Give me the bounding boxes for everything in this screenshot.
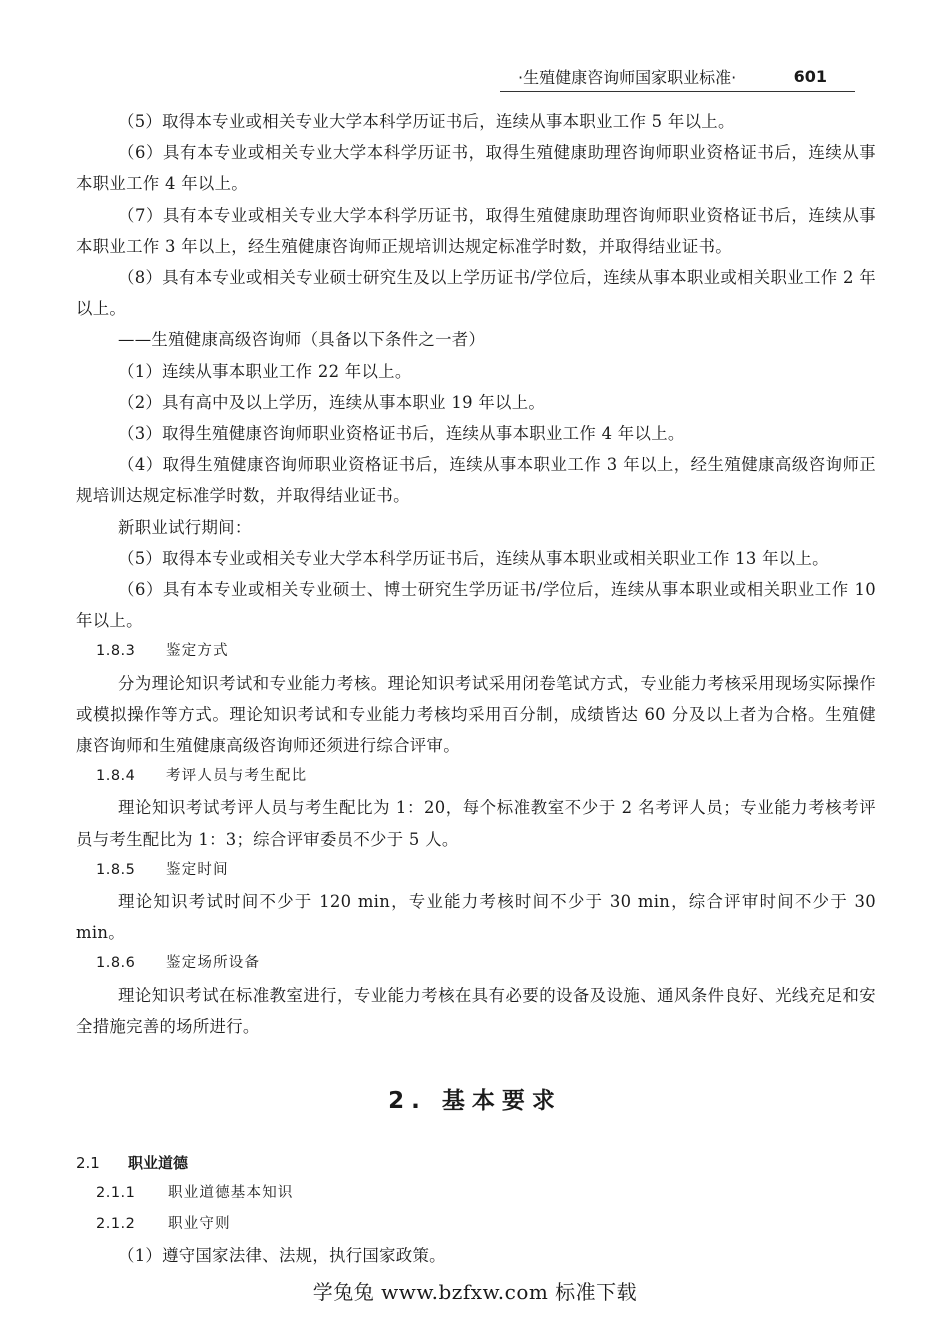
subsection-heading-2-1-2	[76, 1209, 876, 1240]
section-title: 职业道德	[128, 1154, 189, 1172]
section-heading-2-1	[76, 1148, 876, 1178]
subsection-title: 鉴定方式	[166, 643, 229, 660]
paragraph: （1）连续从事本职业工作 22 年以上。	[118, 361, 412, 381]
subsection-title: 考评人员与考生配比	[166, 768, 308, 785]
subsection-title: 职业道德基本知识	[168, 1185, 294, 1201]
page-number: 601	[793, 67, 827, 86]
paragraph: （4）取得生殖健康咨询师职业资格证书后，连续从事本职业工作 3 年以上，经生殖健康高级咨询师正规培训达规定标准学时数，并取得结业证书。	[76, 455, 876, 506]
subsection-number: 1.8.3	[96, 643, 136, 660]
paragraph: （6）具有本专业或相关专业大学本科学历证书，取得生殖健康助理咨询师职业资格证书后，连续从事本职业工作 4 年以上。	[76, 143, 876, 194]
section-number: 2.1	[76, 1154, 100, 1172]
subsection-number: 2.1.2	[96, 1216, 136, 1233]
section-2-1	[76, 1148, 876, 1272]
subsection-heading-1-8-5	[76, 855, 876, 886]
paragraph: （5）取得本专业或相关专业大学本科学历证书后，连续从事本职业或相关职业工作 13 年以上。	[118, 548, 829, 568]
subsection-heading-1-8-4	[76, 761, 876, 792]
paragraph: （8）具有本专业或相关专业硕士研究生及以上学历证书/学位后，连续从事本职业或相关职业工作 2 年以上。	[76, 268, 876, 319]
subsection-title: 鉴定场所设备	[166, 955, 261, 972]
subsection-number: 1.8.5	[96, 861, 136, 878]
running-header	[500, 62, 855, 92]
paragraph: 理论知识考试考评人员与考生配比为 1：20，每个标准教室不少于 2 名考评人员；专业能力考核考评员与考生配比为 1：3；综合评审委员不少于 5 人。	[76, 798, 876, 849]
paragraph: 理论知识考试时间不少于 120 min，专业能力考核时间不少于 30 min，综合评审时间不少于 30 min。	[76, 892, 876, 943]
subsection-heading-1-8-3	[76, 636, 876, 667]
paragraph: （5）取得本专业或相关专业大学本科学历证书后，连续从事本职业工作 5 年以上。	[118, 112, 735, 131]
page-body	[76, 106, 876, 1042]
chapter-title: 2. 基本要求	[388, 1088, 562, 1114]
paragraph: （2）具有高中及以上学历，连续从事本职业 19 年以上。	[118, 392, 546, 412]
watermark-footer: 学兔兔 www.bzfxw.com 标准下载	[312, 1280, 638, 1304]
subsection-number: 2.1.1	[96, 1185, 136, 1201]
header-title: ·生殖健康咨询师国家职业标准·	[518, 68, 737, 87]
subsection-number: 1.8.4	[96, 768, 136, 785]
paragraph: 新职业试行期间：	[118, 517, 252, 537]
paragraph: （1）遵守国家法律、法规，执行国家政策。	[118, 1246, 446, 1266]
subsection-title: 职业守则	[168, 1216, 231, 1233]
subsection-title: 鉴定时间	[166, 861, 229, 878]
paragraph: （6）具有本专业或相关专业硕士、博士研究生学历证书/学位后，连续从事本职业或相关职业工作 10 年以上。	[76, 580, 876, 631]
subsection-heading-2-1-1	[76, 1178, 876, 1209]
subsection-number: 1.8.6	[96, 955, 136, 972]
subsection-heading-1-8-6	[76, 948, 876, 979]
paragraph: （3）取得生殖健康咨询师职业资格证书后，连续从事本职业工作 4 年以上。	[118, 424, 685, 444]
paragraph: 分为理论知识考试和专业能力考核。理论知识考试采用闭卷笔试方式，专业能力考核采用现场实际操作或模拟操作等方式。理论知识考试和专业能力考核均采用百分制，成绩皆达 60 分及以上者为合格。生殖健康咨询师和生殖健康高级咨询师还须进行综合评审。	[76, 673, 876, 756]
paragraph: ——生殖健康高级咨询师（具备以下条件之一者）	[118, 330, 486, 350]
paragraph: 理论知识考试在标准教室进行，专业能力考核在具有必要的设备及设施、通风条件良好、光线充足和安全措施完善的场所进行。	[76, 985, 876, 1036]
paragraph: （7）具有本专业或相关专业大学本科学历证书，取得生殖健康助理咨询师职业资格证书后，连续从事本职业工作 3 年以上，经生殖健康咨询师正规培训达规定标准学时数，并取得结业证书。	[76, 205, 876, 256]
